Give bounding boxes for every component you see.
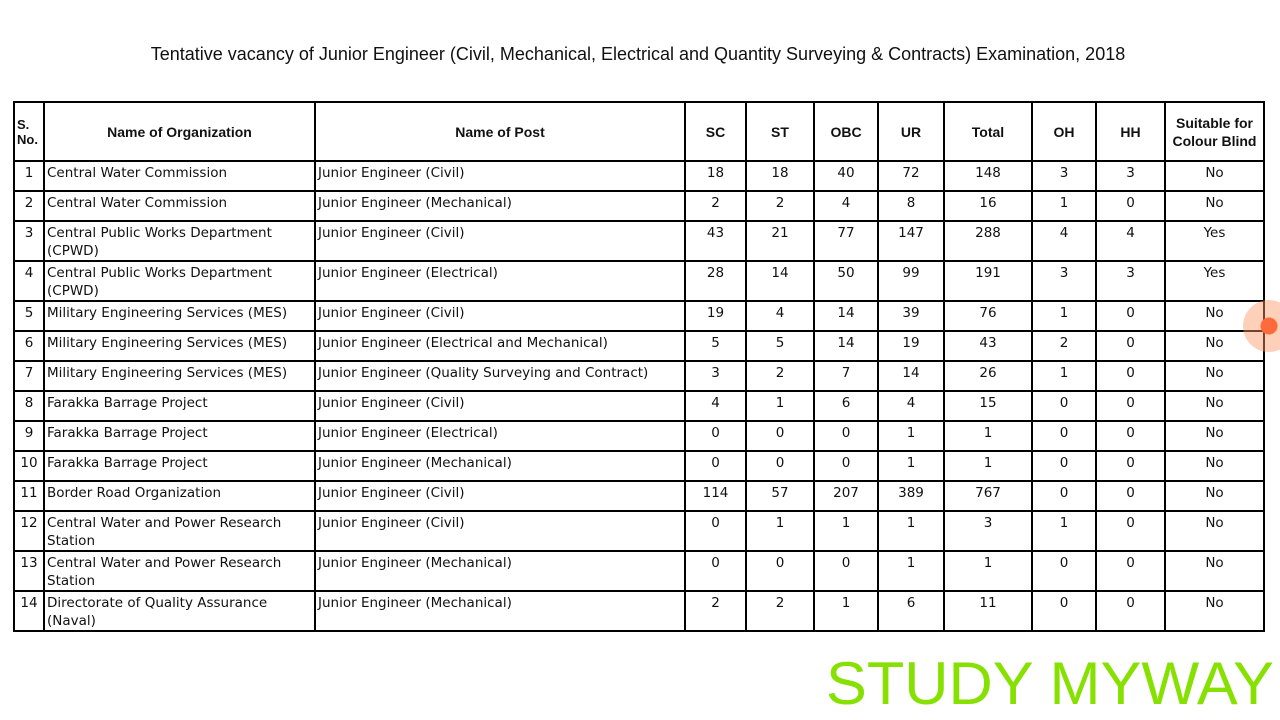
cell-post: Junior Engineer (Electrical and Mechanical) [315,331,685,361]
cell-ur: 6 [878,591,944,631]
cell-obc: 4 [814,191,878,221]
cell-sno: 9 [14,421,44,451]
cell-hh: 0 [1096,551,1165,591]
cell-total: 1 [944,421,1032,451]
cell-st: 57 [746,481,814,511]
header-organization: Name of Organization [44,102,315,161]
cell-organization: Farakka Barrage Project [44,391,315,421]
cell-post: Junior Engineer (Civil) [315,481,685,511]
cell-st: 0 [746,451,814,481]
cell-st: 18 [746,161,814,191]
cell-st: 2 [746,361,814,391]
cell-total: 191 [944,261,1032,301]
cell-post: Junior Engineer (Civil) [315,221,685,261]
cell-hh: 0 [1096,191,1165,221]
cell-sno: 11 [14,481,44,511]
cell-colour-blind: No [1165,301,1264,331]
table-row [14,551,1264,591]
cell-hh: 0 [1096,301,1165,331]
cell-oh: 0 [1032,421,1096,451]
header-colour-blind: Suitable for Colour Blind [1165,102,1264,161]
cell-post: Junior Engineer (Civil) [315,391,685,421]
cell-oh: 3 [1032,261,1096,301]
cell-sc: 19 [685,301,746,331]
cell-hh: 4 [1096,221,1165,261]
cell-obc: 14 [814,301,878,331]
table-row [14,361,1264,391]
cell-post: Junior Engineer (Civil) [315,161,685,191]
table-row [14,421,1264,451]
cell-obc: 0 [814,551,878,591]
table-header-row [14,102,1264,161]
cell-oh: 0 [1032,391,1096,421]
cell-organization: Central Water Commission [44,191,315,221]
cell-colour-blind: No [1165,481,1264,511]
table-row [14,191,1264,221]
cell-total: 767 [944,481,1032,511]
cell-hh: 0 [1096,391,1165,421]
table-row [14,261,1264,301]
cell-total: 43 [944,331,1032,361]
cell-st: 14 [746,261,814,301]
cell-sc: 28 [685,261,746,301]
cell-organization: Military Engineering Services (MES) [44,361,315,391]
table-row [14,451,1264,481]
cell-colour-blind: Yes [1165,261,1264,301]
cell-sno: 14 [14,591,44,631]
cell-oh: 0 [1032,481,1096,511]
cell-oh: 1 [1032,361,1096,391]
cell-organization: Military Engineering Services (MES) [44,331,315,361]
cell-post: Junior Engineer (Mechanical) [315,551,685,591]
table-row [14,391,1264,421]
cell-sc: 114 [685,481,746,511]
header-ur: UR [878,102,944,161]
cell-st: 0 [746,551,814,591]
header-sc: SC [685,102,746,161]
cell-sc: 0 [685,551,746,591]
cell-organization: Central Public Works Department (CPWD) [44,221,315,261]
cell-sc: 2 [685,591,746,631]
cell-obc: 7 [814,361,878,391]
cell-ur: 8 [878,191,944,221]
table-row [14,591,1264,631]
cell-post: Junior Engineer (Mechanical) [315,451,685,481]
cell-sno: 3 [14,221,44,261]
cell-sno: 4 [14,261,44,301]
cell-obc: 0 [814,451,878,481]
cell-sno: 2 [14,191,44,221]
cell-sc: 5 [685,331,746,361]
cell-st: 1 [746,391,814,421]
cell-organization: Border Road Organization [44,481,315,511]
cell-obc: 77 [814,221,878,261]
watermark-logo [826,648,1276,714]
cell-oh: 1 [1032,191,1096,221]
cell-st: 1 [746,511,814,551]
cell-st: 2 [746,591,814,631]
cell-organization: Central Public Works Department (CPWD) [44,261,315,301]
cell-sc: 43 [685,221,746,261]
header-total: Total [944,102,1032,161]
cell-ur: 1 [878,451,944,481]
cell-post: Junior Engineer (Mechanical) [315,591,685,631]
cell-ur: 147 [878,221,944,261]
cell-total: 3 [944,511,1032,551]
page-title: Tentative vacancy of Junior Engineer (Civil, Mechanical, Electrical and Quantity Surveying & Contracts) Examination, 2018 [150,44,1126,64]
cell-ur: 72 [878,161,944,191]
cell-sno: 8 [14,391,44,421]
header-post: Name of Post [315,102,685,161]
cell-oh: 0 [1032,451,1096,481]
cell-ur: 389 [878,481,944,511]
cell-total: 1 [944,451,1032,481]
cell-hh: 0 [1096,591,1165,631]
cell-st: 2 [746,191,814,221]
cell-colour-blind: No [1165,331,1264,361]
cell-organization: Farakka Barrage Project [44,421,315,451]
cell-ur: 39 [878,301,944,331]
cell-colour-blind: No [1165,391,1264,421]
header-sno: S. No. [14,102,44,161]
cell-obc: 6 [814,391,878,421]
cell-colour-blind: No [1165,191,1264,221]
cell-sc: 0 [685,421,746,451]
cell-st: 0 [746,421,814,451]
cell-st: 4 [746,301,814,331]
cell-colour-blind: Yes [1165,221,1264,261]
cell-hh: 0 [1096,361,1165,391]
cell-sc: 4 [685,391,746,421]
table-row [14,301,1264,331]
cell-hh: 0 [1096,421,1165,451]
cell-ur: 99 [878,261,944,301]
cell-oh: 1 [1032,301,1096,331]
cell-colour-blind: No [1165,361,1264,391]
header-hh: HH [1096,102,1165,161]
cell-ur: 4 [878,391,944,421]
header-oh: OH [1032,102,1096,161]
cell-oh: 0 [1032,591,1096,631]
cell-total: 1 [944,551,1032,591]
cell-organization: Central Water and Power Research Station [44,551,315,591]
cell-colour-blind: No [1165,451,1264,481]
cell-oh: 1 [1032,511,1096,551]
cell-obc: 1 [814,511,878,551]
cell-oh: 0 [1032,551,1096,591]
cell-sc: 0 [685,451,746,481]
cell-total: 76 [944,301,1032,331]
table-row [14,221,1264,261]
cell-sno: 12 [14,511,44,551]
cell-st: 21 [746,221,814,261]
cell-total: 11 [944,591,1032,631]
cell-ur: 1 [878,511,944,551]
cell-ur: 19 [878,331,944,361]
cell-colour-blind: No [1165,161,1264,191]
cell-organization: Military Engineering Services (MES) [44,301,315,331]
cell-obc: 50 [814,261,878,301]
cell-total: 26 [944,361,1032,391]
table-row [14,481,1264,511]
cell-ur: 14 [878,361,944,391]
cell-sc: 0 [685,511,746,551]
cell-oh: 2 [1032,331,1096,361]
cell-oh: 3 [1032,161,1096,191]
cell-st: 5 [746,331,814,361]
cell-organization: Central Water Commission [44,161,315,191]
cell-post: Junior Engineer (Electrical) [315,261,685,301]
cell-hh: 0 [1096,331,1165,361]
svg-text:STUDY MYWAY: STUDY MYWAY [826,650,1274,714]
cell-sno: 6 [14,331,44,361]
cell-sno: 7 [14,361,44,391]
cell-hh: 3 [1096,261,1165,301]
header-obc: OBC [814,102,878,161]
cell-sc: 2 [685,191,746,221]
cell-hh: 0 [1096,481,1165,511]
cell-colour-blind: No [1165,591,1264,631]
cell-colour-blind: No [1165,511,1264,551]
cell-sno: 5 [14,301,44,331]
cell-sno: 10 [14,451,44,481]
cell-obc: 207 [814,481,878,511]
cell-post: Junior Engineer (Electrical) [315,421,685,451]
vacancy-table [13,101,1265,632]
cell-total: 288 [944,221,1032,261]
table-row [14,161,1264,191]
cell-total: 15 [944,391,1032,421]
cell-organization: Directorate of Quality Assurance (Naval) [44,591,315,631]
cell-ur: 1 [878,551,944,591]
table-row [14,331,1264,361]
cell-obc: 14 [814,331,878,361]
cell-obc: 40 [814,161,878,191]
cell-obc: 0 [814,421,878,451]
cell-total: 16 [944,191,1032,221]
cell-colour-blind: No [1165,421,1264,451]
cell-ur: 1 [878,421,944,451]
cell-sno: 13 [14,551,44,591]
cell-post: Junior Engineer (Mechanical) [315,191,685,221]
cell-post: Junior Engineer (Civil) [315,511,685,551]
cell-obc: 1 [814,591,878,631]
cell-organization: Central Water and Power Research Station [44,511,315,551]
cell-organization: Farakka Barrage Project [44,451,315,481]
cell-colour-blind: No [1165,551,1264,591]
cell-post: Junior Engineer (Quality Surveying and Contract) [315,361,685,391]
cell-sno: 1 [14,161,44,191]
cell-hh: 0 [1096,511,1165,551]
table-row [14,511,1264,551]
cell-sc: 18 [685,161,746,191]
cell-post: Junior Engineer (Civil) [315,301,685,331]
cell-sc: 3 [685,361,746,391]
cell-hh: 3 [1096,161,1165,191]
cell-oh: 4 [1032,221,1096,261]
cell-total: 148 [944,161,1032,191]
header-st: ST [746,102,814,161]
cell-hh: 0 [1096,451,1165,481]
